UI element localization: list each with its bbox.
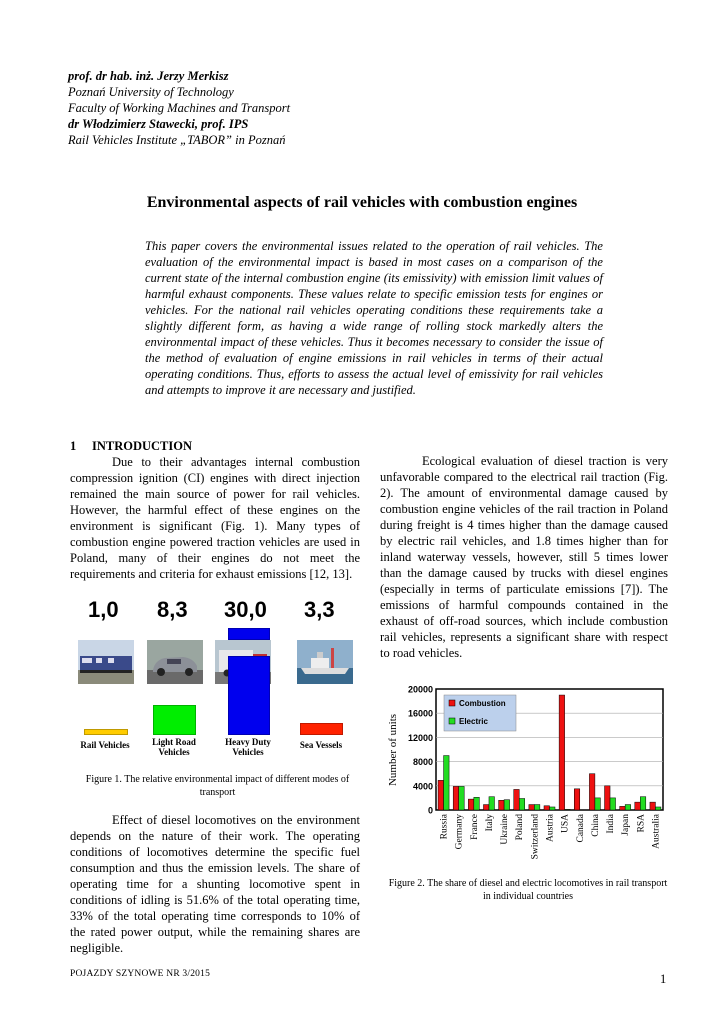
bar-electric-india — [610, 798, 616, 810]
bar-electric-poland — [519, 799, 525, 810]
section-title: INTRODUCTION — [92, 439, 193, 453]
chart-legend — [444, 695, 516, 731]
bar-electric-austria — [550, 807, 556, 810]
figure-2-chart — [380, 680, 672, 870]
right-column-text — [380, 453, 668, 661]
author-block — [68, 68, 290, 148]
abstract — [145, 238, 603, 398]
intro-paragraph-2: Effect of diesel locomotives on the environment depends on the nature of their work. The operating conditions of locomotives determine the specific fuel consumption and thus the emission levels. The share of operating time for a shunting locomotive spent in conditions of idling is 51.6% of the total operating time, 33% of the total operating time corresponds to 10% of the rated power output, while the remaining shares are negligible. — [70, 813, 360, 955]
section-intro — [70, 438, 360, 582]
chart-y-ticks — [408, 685, 433, 816]
bar-combustion-canada — [574, 789, 580, 810]
x-tick-label: Australia — [651, 814, 662, 849]
x-tick-label: Italy — [484, 814, 495, 832]
x-tick-label: Russia — [439, 814, 450, 840]
figure-2-caption: Figure 2. The share of diesel and electric locomotives in rail transport in individual countries — [388, 878, 668, 902]
section-number: 1 — [70, 439, 77, 453]
bar-electric-china — [595, 798, 601, 810]
legend-swatch-electric — [449, 718, 455, 724]
bar-combustion-russia — [438, 780, 444, 810]
x-tick-label: Austria — [545, 814, 556, 842]
bar-combustion-austria — [544, 806, 550, 810]
bar-electric-germany — [459, 786, 465, 810]
affiliation-1: Poznań University of Technology — [68, 85, 234, 99]
bar-combustion-rsa — [635, 802, 641, 810]
fig1-bar-2-top — [228, 628, 270, 640]
page-number: 1 — [660, 972, 667, 986]
bar-combustion-india — [605, 786, 611, 810]
bar-electric-france — [474, 797, 480, 810]
x-tick-label: Poland — [515, 814, 526, 841]
y-tick-label: 8000 — [412, 757, 433, 768]
x-tick-label: China — [590, 814, 601, 837]
fig1-label-rail: Rail Vehicles — [80, 740, 130, 750]
fig1-label-light-road: Light Road Vehicles — [152, 737, 196, 757]
y-tick-label: 0 — [427, 805, 433, 816]
fig1-value-sea: 3,3 — [304, 597, 335, 622]
x-tick-label: India — [606, 814, 617, 834]
train-photo — [78, 640, 134, 684]
bar-combustion-italy — [483, 805, 489, 810]
bar-electric-italy — [489, 797, 495, 810]
bar-electric-usa — [565, 809, 571, 810]
x-tick-label: France — [469, 814, 480, 840]
fig1-bar-0 — [84, 729, 128, 735]
fig1-value-light-road: 8,3 — [157, 597, 188, 622]
bar-electric-russia — [444, 756, 450, 810]
bar-combustion-poland — [514, 789, 520, 810]
bar-combustion-ukraine — [499, 800, 505, 810]
fig1-label-sea: Sea Vessels — [299, 740, 343, 750]
chart-y-axis-label: Number of units — [387, 713, 399, 787]
intro-paragraph-3: Ecological evaluation of diesel traction is very unfavorable compared to the electrical rail traction (Fig. 2). The amount of environmental damage caused by combustion engine vehicles of the rail traction in Poland during freight is 4 times higher than the damage caused by electric rail vehicles, and 1.8 times higher than for inland waterway vessels, however, still 5 times lower than the damage caused by trucks with diesel engines (especially in terms of particulate emissions [7]). The emissions of harmful compounds contained in the exhaust of off-road sources, which include combustion rail vehicles, represents a significant share with respect to road vehicles. — [380, 454, 668, 660]
legend-label-combustion: Combustion — [459, 699, 506, 708]
x-tick-label: USA — [560, 814, 571, 834]
y-tick-label: 16000 — [407, 708, 433, 719]
author-1: prof. dr hab. inż. Jerzy Merkisz — [68, 69, 229, 83]
bar-combustion-france — [468, 799, 474, 810]
fig1-bar-3 — [300, 723, 343, 735]
affiliation-2: Faculty of Working Machines and Transport — [68, 101, 291, 115]
paper-title: Environmental aspects of rail vehicles with combustion engines — [146, 194, 578, 211]
x-tick-label: Ukraine — [500, 814, 511, 845]
bar-electric-australia — [655, 807, 661, 810]
bar-combustion-switzerland — [529, 805, 535, 810]
bar-combustion-germany — [453, 786, 459, 810]
intro-paragraph-2-block — [70, 812, 360, 956]
x-tick-label: RSA — [636, 814, 647, 833]
car-photo — [147, 640, 203, 684]
y-tick-label: 4000 — [412, 781, 433, 792]
bar-electric-rsa — [640, 797, 646, 810]
bar-electric-switzerland — [534, 805, 540, 810]
fig1-value-rail: 1,0 — [88, 597, 119, 622]
fig1-label-heavy-duty: Heavy Duty Vehicles — [225, 737, 271, 757]
author-2: dr Włodzimierz Stawecki, prof. IPS — [68, 117, 249, 131]
bar-combustion-china — [589, 774, 595, 810]
fig1-value-heavy-duty: 30,0 — [224, 597, 267, 622]
bar-combustion-australia — [650, 802, 656, 810]
affiliation-3: Rail Vehicles Institute „TABOR” in Poznań — [68, 133, 286, 147]
figure-1-caption: Figure 1. The relative environmental impact of different modes of transport — [85, 774, 350, 798]
x-tick-label: Germany — [454, 814, 465, 850]
fig1-bar-1 — [153, 705, 196, 735]
x-tick-label: Japan — [621, 814, 632, 836]
x-tick-label: Canada — [575, 814, 586, 843]
section-heading — [70, 438, 360, 454]
legend-label-electric: Electric — [459, 717, 488, 726]
fig1-bar-2 — [228, 656, 270, 735]
chart-x-ticks — [440, 813, 662, 859]
intro-paragraph-1: Due to their advantages internal combustion compression ignition (CI) engines with direct injection remained the main source of power for rail vehicles. However, the harmful effect of these engines on the environment is significant (Fig. 1). Many types of combustion engine powered traction vehicles are used in Poland, many of their engines do not meet the requirements and criteria for exhaust emissions [12, 13]. — [70, 455, 360, 581]
abstract-text: This paper covers the environmental issues related to the operation of rail vehicles. The evaluation of the environmental impact is based in most cases on a comparison of the current state of the internal combustion engine (its emissivity) with emission limit values of harmful exhaust components. These values relate to specific emission tests for engines or vehicles. For the national rail vehicles operating conditions these requirements take a slightly different form, as having a wide range of rolling stock markedly alters the environmental impact of these vehicles. Thus it becomes necessary to consider the issue of the method of evaluation of engine emissions in rail vehicles in terms of their actual operating conditions. Thus, efforts to assess the actual level of emissivity for rail vehicles and attempts to improve it are necessary and justified. — [145, 239, 603, 397]
bar-combustion-japan — [620, 806, 626, 810]
y-tick-label: 12000 — [407, 732, 433, 743]
y-tick-label: 20000 — [407, 684, 433, 695]
legend-swatch-combustion — [449, 700, 455, 706]
bar-electric-japan — [625, 805, 631, 810]
journal-footer: POJAZDY SZYNOWE NR 3/2015 — [70, 969, 211, 979]
bar-combustion-usa — [559, 695, 565, 810]
bar-electric-ukraine — [504, 800, 510, 810]
ship-photo — [297, 640, 353, 684]
x-tick-label: Switzerland — [530, 814, 541, 860]
